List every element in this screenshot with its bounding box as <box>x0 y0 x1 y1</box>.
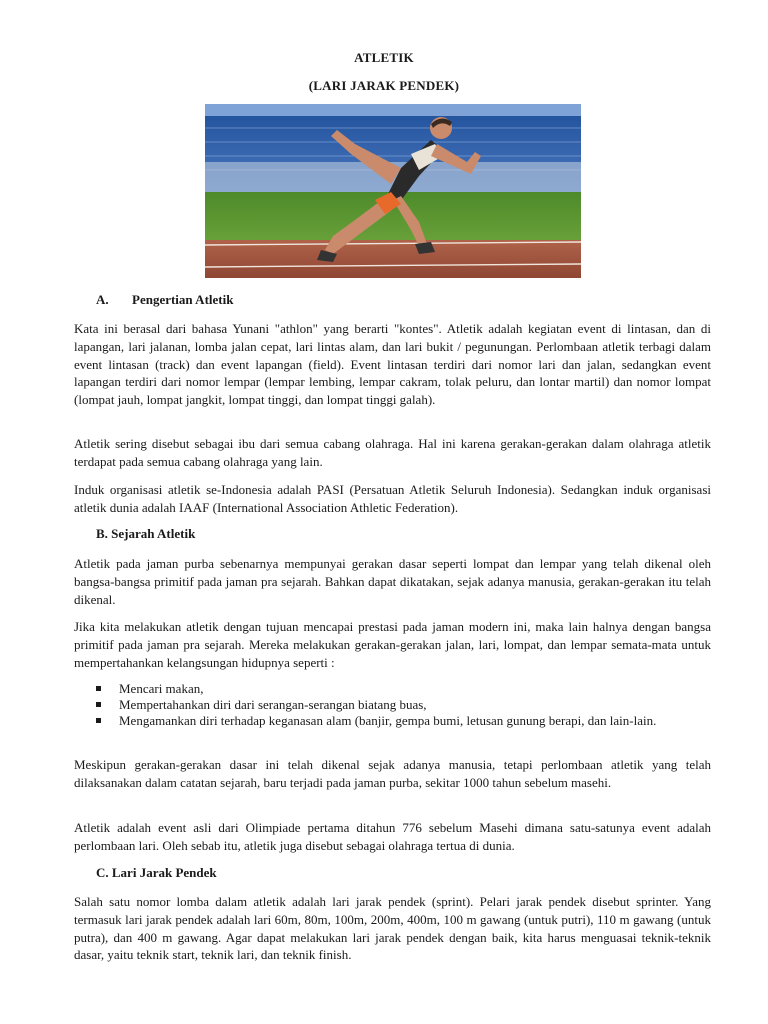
list-item: Mencari makan, <box>96 681 711 697</box>
bullet-icon <box>96 686 101 691</box>
section-b-paragraph-4: Atletik adalah event asli dari Olimpiade pertama ditahun 776 sebelum Masehi dimana satu-satunya event adalah perlombaan lari. Oleh sebab itu, atletik juga disebut sebagai olahraga tertua di dunia. <box>74 820 711 853</box>
section-b-paragraph-2: Jika kita melakukan atletik dengan tujuan mencapai prestasi pada jaman modern ini, maka lain halnya dengan bangsa primitif pada jaman pra sejarah. Mereka melakukan gerakan-gerakan jalan, lari, lompat, dan lempar semata-mata untuk mempertahankan kelangsungan hidupnya seperti : <box>74 619 711 670</box>
survival-list <box>96 681 711 729</box>
document-subtitle: (LARI JARAK PENDEK) <box>308 78 460 93</box>
list-item: Mengamankan diri terhadap keganasan alam (banjir, gempa bumi, letusan gunung berapi, dan lain-lain. <box>96 713 711 729</box>
section-a-paragraph-2: Atletik sering disebut sebagai ibu dari semua cabang olahraga. Hal ini karena gerakan-gerakan dalam olahraga atletik terdapat pada semua cabang olahraga yang lain. <box>74 436 711 469</box>
bullet-icon <box>96 718 101 723</box>
section-b-heading: B. Sejarah Atletik <box>96 526 196 541</box>
document-title: ATLETIK <box>354 50 414 65</box>
section-b-paragraph-1: Atletik pada jaman purba sebenarnya mempunyai gerakan dasar seperti lompat dan lempar yang telah dikenal oleh bangsa-bangsa primitif pada jaman pra sejarah. Bahkan dapat dikatakan, sejak adanya manusia, gerakan-gerakan itu telah dikenal. <box>74 556 711 607</box>
section-a-heading: Pengertian Atletik <box>132 292 234 307</box>
list-item: Mempertahankan diri dari serangan-serangan biatang buas, <box>96 697 711 713</box>
section-c-paragraph-1: Salah satu nomor lomba dalam atletik adalah lari jarak pendek (sprint). Pelari jarak pendek disebut sprinter. Yang termasuk lari jarak pendek adalah lari 60m, 80m, 100m, 200m, 400m, 100 m gawang (untuk putri), 110 m gawang (untuk putra), dan 400 m gawang. Agar dapat melakukan lari jarak pendek dengan baik, kita harus menguasai teknik-teknik dasar, yaitu teknik start, teknik lari, dan teknik finish. <box>74 894 711 963</box>
section-a-letter: A. <box>96 292 109 307</box>
section-c-heading: C. Lari Jarak Pendek <box>96 865 217 880</box>
sprinter-photo <box>205 104 581 278</box>
bullet-icon <box>96 702 101 707</box>
section-b-paragraph-3: Meskipun gerakan-gerakan dasar ini telah dikenal sejak adanya manusia, tetapi perlombaan atletik yang telah dilaksanakan dalam catatan sejarah, baru terjadi pada jaman purba, sekitar 1000 tahun sebelum masehi. <box>74 757 711 790</box>
section-a-paragraph-3: Induk organisasi atletik se-Indonesia adalah PASI (Persatuan Atletik Seluruh Indonesia). Sedangkan induk organisasi atletik dunia adalah IAAF (International Association Athletic Federation). <box>74 482 711 515</box>
section-a-paragraph-1: Kata ini berasal dari bahasa Yunani "athlon" yang berarti "kontes". Atletik adalah kegiatan event di lintasan, dan di lapangan, lari jalanan, lomba jalan cepat, lari lintas alam, dan lari bukit / pegunungan. Perlombaan atletik terbagi dalam event lintasan (track) dan event lapangan (field). Event lintasan terdiri dari nomor lari dan jalan, sedangkan event lapangan terdiri dari nomor lempar (lempar lembing, lempar cakram, tolak peluru, dan lontar martil) dan nomor lompat (lompat jauh, lompat jangkit, lompat tinggi, dan lompat tinggi galah). <box>74 321 711 408</box>
